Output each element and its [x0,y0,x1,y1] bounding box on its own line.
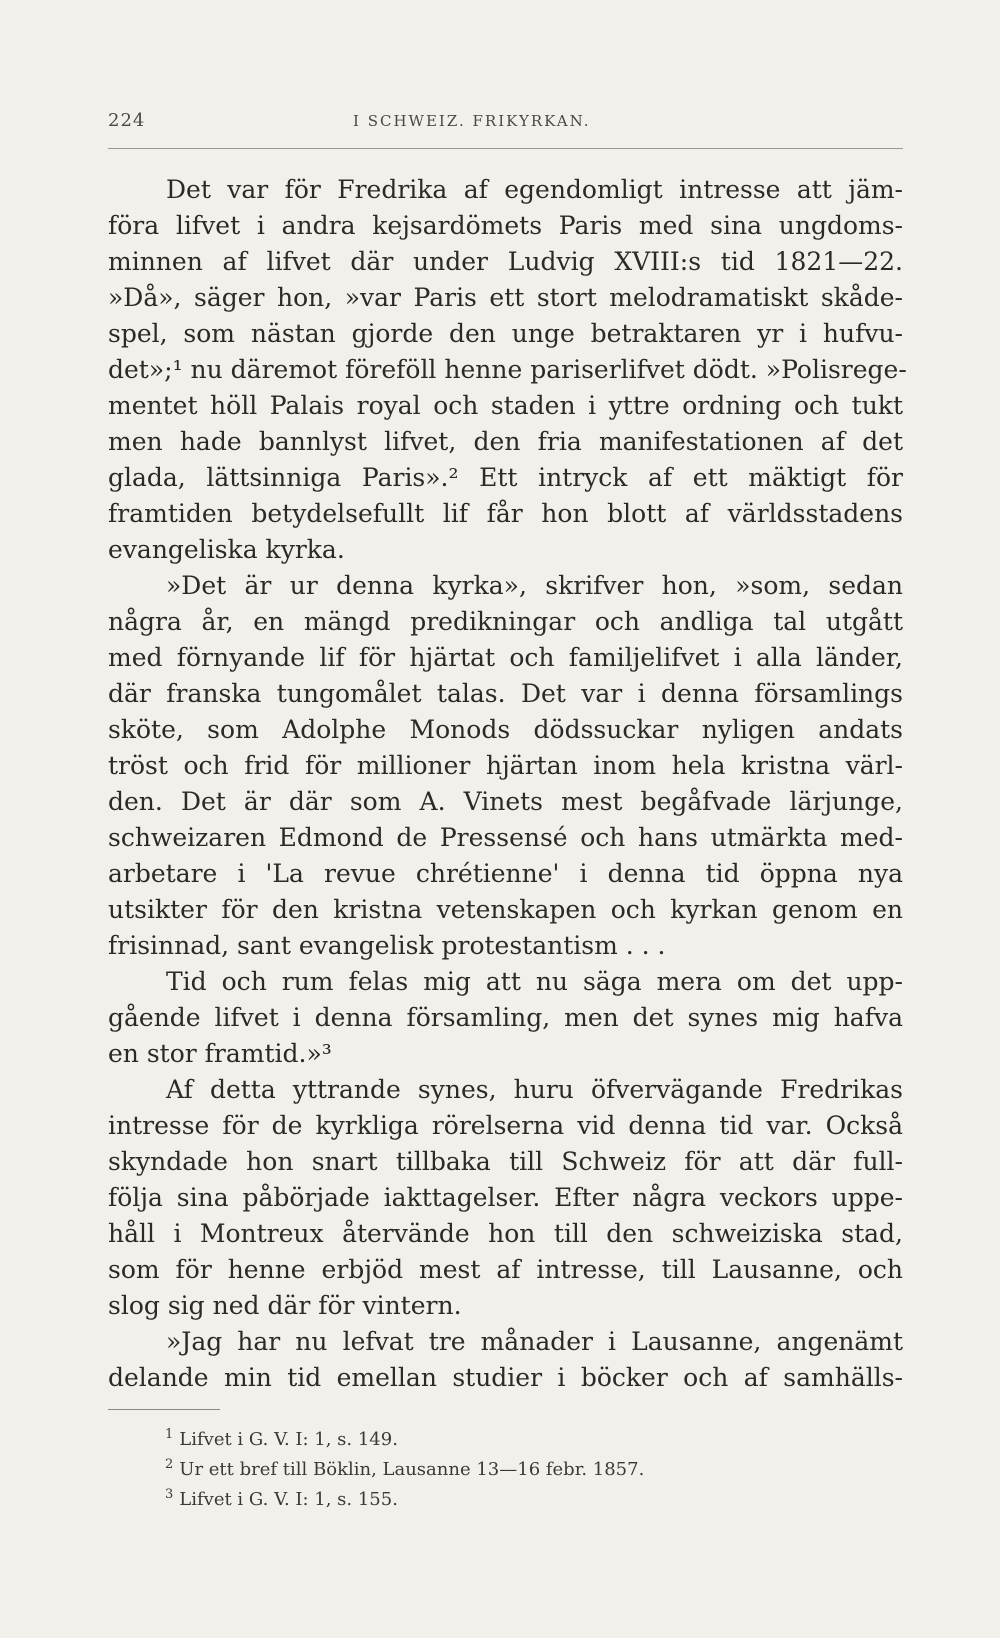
text-line: där franska tungomålet talas. Det var i denna församlings [108,679,903,708]
header-rule [108,148,903,149]
text-line: utsikter för den kristna vetenskapen och kyrkan genom en [108,895,903,924]
text-line: håll i Montreux återvände hon till den schweiziska stad, [108,1219,903,1248]
text-line: det»;¹ nu däremot föreföll henne pariserlifvet dödt. »Polisrege- [108,355,907,384]
text-line: men hade bannlyst lifvet, den fria manifestationen af det [108,427,903,456]
text-line: med förnyande lif för hjärtat och familjelifvet i alla länder, [108,643,903,672]
text-line: följa sina påbörjade iakttagelser. Efter några veckors uppe- [108,1183,903,1212]
footnotes [165,1420,785,1510]
text-line: Af detta yttrande synes, huru öfvervägande Fredrikas [166,1075,903,1104]
text-line: delande min tid emellan studier i böcker och af samhälls- [108,1363,903,1392]
footnote-2 [165,1450,785,1480]
footnote-1 [165,1420,785,1450]
footnote-text: Lifvet i G. V. I: 1, s. 149. [179,1429,398,1450]
text-line: arbetare i 'La revue chrétienne' i denna tid öppna nya [108,859,903,888]
text-line: spel, som nästan gjorde den unge betraktaren yr i hufvu- [108,319,903,348]
text-line: evangeliska kyrka. [108,535,345,564]
running-head [108,108,903,138]
footnote-marker: 2 [165,1457,174,1472]
text-line: en stor framtid.»³ [108,1039,332,1068]
text-line: minnen af lifvet där under Ludvig XVIII:s tid 1821—22. [108,247,903,276]
text-line: tröst och frid för millioner hjärtan inom hela kristna värl- [108,751,903,780]
text-line: mentet höll Palais royal och staden i yttre ordning och tukt [108,391,903,420]
footnote-text: Lifvet i G. V. I: 1, s. 155. [179,1489,398,1510]
running-title: I SCHWEIZ. FRIKYRKAN. [353,112,591,130]
text-line: sköte, som Adolphe Monods dödssuckar nyligen andats [108,715,903,744]
text-line: som för henne erbjöd mest af intresse, till Lausanne, och [108,1255,903,1284]
footnote-marker: 1 [165,1427,174,1442]
footnote-text: Ur ett bref till Böklin, Lausanne 13—16 febr. 1857. [179,1459,645,1480]
text-line: några år, en mängd predikningar och andliga tal utgått [108,607,903,636]
text-line: frisinnad, sant evangelisk protestantism . . . [108,931,666,960]
page-number: 224 [108,110,146,131]
text-line: schweizaren Edmond de Pressensé och hans utmärkta med- [108,823,903,852]
text-line: Tid och rum felas mig att nu säga mera om det upp- [166,967,903,996]
text-line: Det var för Fredrika af egendomligt intresse att jäm- [166,175,903,204]
text-line: slog sig ned där för vintern. [108,1291,462,1320]
text-line: intresse för de kyrkliga rörelserna vid denna tid var. Också [108,1111,903,1140]
text-line: skyndade hon snart tillbaka till Schweiz för att där full- [108,1147,903,1176]
body-text [108,172,907,1396]
text-line: den. Det är där som A. Vinets mest begåfvade lärjunge, [108,787,903,816]
text-line: framtiden betydelsefullt lif får hon blott af världsstadens [108,499,903,528]
text-line: glada, lättsinniga Paris».² Ett intryck af ett mäktigt för [108,463,903,492]
text-line: föra lifvet i andra kejsardömets Paris med sina ungdoms- [108,211,903,240]
footnote-3 [165,1480,785,1510]
footnote-rule [108,1409,220,1410]
text-line: gående lifvet i denna församling, men det synes mig hafva [108,1003,903,1032]
text-line: »Det är ur denna kyrka», skrifver hon, »som, sedan [166,571,903,600]
text-line: »Jag har nu lefvat tre månader i Lausanne, angenämt [166,1327,903,1356]
text-line: »Då», säger hon, »var Paris ett stort melodramatiskt skåde- [108,283,903,312]
footnote-marker: 3 [165,1487,174,1502]
